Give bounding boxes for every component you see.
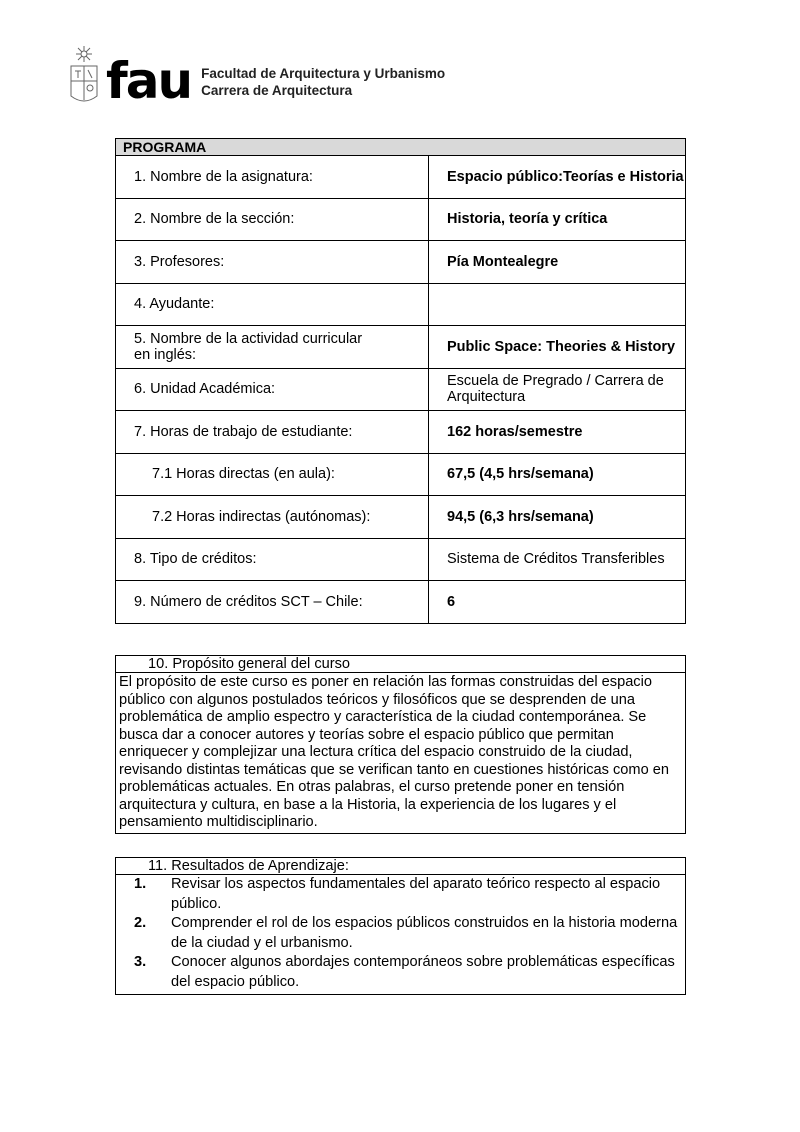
table-row (116, 453, 686, 496)
item-text: Comprender el rol de los espacios públicos construidos en la historia moderna de la ciudad y el urbanismo. (171, 915, 678, 951)
resultados-title: 11. Resultados de Aprendizaje: (116, 858, 685, 875)
row-label: 9. Número de créditos SCT – Chile: (116, 581, 429, 624)
table-row (116, 411, 686, 454)
row-value: 94,5 (6,3 hrs/semana) (429, 496, 686, 539)
table-row (116, 538, 686, 581)
item-number: 1. (134, 876, 147, 892)
faculty-header (68, 44, 445, 108)
item-text: Conocer algunos abordajes contemporáneos sobre problemáticas específicas del espacio público. (171, 954, 675, 990)
row-label: 7.1 Horas directas (en aula): (116, 453, 429, 496)
career-name: Carrera de Arquitectura (201, 83, 353, 98)
programa-table (115, 138, 686, 624)
table-row (116, 368, 686, 411)
table-row (116, 326, 686, 369)
row-value: Escuela de Pregrado / Carrera de Arquitectura (429, 368, 686, 411)
list-item (116, 914, 685, 953)
row-label: 2. Nombre de la sección: (116, 198, 429, 241)
row-label: 3. Profesores: (116, 241, 429, 284)
row-label: 6. Unidad Académica: (116, 368, 429, 411)
table-row (116, 156, 686, 199)
row-label: 7.2 Horas indirectas (autónomas): (116, 496, 429, 539)
proposito-title: 10. Propósito general del curso (116, 656, 685, 673)
row-value (429, 283, 686, 326)
faculty-name: Facultad de Arquitectura y Urbanismo (201, 66, 446, 81)
item-number: 3. (134, 954, 147, 970)
table-row (116, 198, 686, 241)
university-crest-icon (68, 44, 100, 108)
row-label: 8. Tipo de créditos: (116, 538, 429, 581)
row-value: 162 horas/semestre (429, 411, 686, 454)
row-value: Pía Montealegre (429, 241, 686, 284)
row-value: 67,5 (4,5 hrs/semana) (429, 453, 686, 496)
row-value: Espacio público:Teorías e Historia (429, 156, 686, 199)
fau-logo: fau (106, 52, 192, 110)
row-label: 5. Nombre de la actividad curricular en inglés: (116, 326, 429, 369)
row-value: Historia, teoría y crítica (429, 198, 686, 241)
proposito-text: El propósito de este curso es poner en relación las formas construidas del espacio público con algunos postulados teóricos y filosóficos que se desprenden de una problemática de amplio espectro y característica de la ciudad contemporánea. Se busca dar a conocer autores y teorías sobre el espacio público que permitan enriquecer y complejizar una lectura crítica del espacio construido de la ciudad, revisando distintas temáticas que se verifican tanto en cuestiones históricas como en problemáticas actuales. En otras palabras, el curso pretende poner en tensión arquitectura y cultura, en base a la Historia, la experiencia de los lugares y el pensamiento multidisciplinario. (119, 674, 669, 830)
table-row (116, 496, 686, 539)
table-row (116, 241, 686, 284)
table-row (116, 283, 686, 326)
item-number: 2. (134, 915, 147, 931)
list-item (116, 875, 685, 914)
table-row (116, 581, 686, 624)
list-item (116, 953, 685, 992)
row-label: 4. Ayudante: (116, 283, 429, 326)
row-label: 1. Nombre de la asignatura: (116, 156, 429, 199)
proposito-section (115, 655, 686, 834)
resultados-section (115, 857, 686, 995)
row-value: 6 (429, 581, 686, 624)
programa-title: PROGRAMA (116, 139, 686, 156)
row-value: Sistema de Créditos Transferibles (429, 538, 686, 581)
row-value: Public Space: Theories & History (429, 326, 686, 369)
row-label: 7. Horas de trabajo de estudiante: (116, 411, 429, 454)
item-text: Revisar los aspectos fundamentales del aparato teórico respecto al espacio público. (171, 876, 661, 912)
